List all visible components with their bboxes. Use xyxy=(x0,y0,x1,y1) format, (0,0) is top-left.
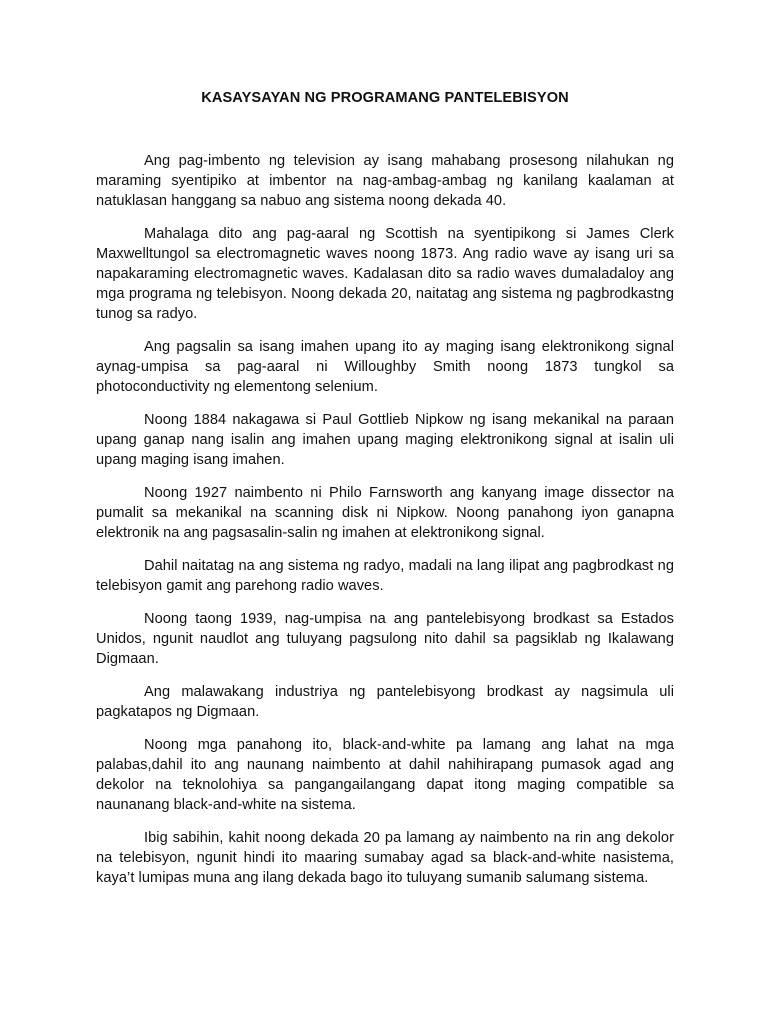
paragraph-4: Noong 1884 nakagawa si Paul Gottlieb Nipkow ng isang mekanikal na paraan upang ganap nang isalin ang imahen upang maging elektronikong signal at isalin uli upang maging isang imahen. xyxy=(96,412,674,468)
paragraph-9: Noong mga panahong ito, black-and-white pa lamang ang lahat na mga palabas,dahil ito ang naunang naimbento at dahil nahihirapang pumasok agad ang dekolor na teknolohiya sa pangangailangang dapat itong maging compatible sa naunanang black-and-white na sistema. xyxy=(96,737,674,813)
document-title: KASAYSAYAN NG PROGRAMANG PANTELEBISYON xyxy=(201,90,569,106)
paragraph-5: Noong 1927 naimbento ni Philo Farnsworth ang kanyang image dissector na pumalit sa mekanikal na scanning disk ni Nipkow. Noong panahong iyon ganapna elektronik na ang pagsasalin-salin ng imahen at elektronikong signal. xyxy=(96,485,674,541)
paragraph-2: Mahalaga dito ang pag-aaral ng Scottish na syentipikong si James Clerk Maxwelltungol sa electromagnetic waves noong 1873. Ang radio wave ay isang uri sa napakaraming electromagnetic waves. Kadalasan dito sa radio waves dumaladaloy ang mga programa ng telebisyon. Noong dekada 20, naitatag ang sistema ng pagbrodkastng tunog sa radyo. xyxy=(96,226,674,322)
paragraph-1: Ang pag-imbento ng television ay isang mahabang prosesong nilahukan ng maraming syentipiko at imbentor na nag-ambag-ambag ng kanilang kaalaman at natuklasan hanggang sa nabuo ang sistema noong dekada 40. xyxy=(96,153,674,209)
document-body xyxy=(96,151,674,901)
paragraph-3: Ang pagsalin sa isang imahen upang ito ay maging isang elektronikong signal aynag-umpisa sa pag-aaral ni Willoughby Smith noong 1873 tungkol sa photoconductivity ng elementong selenium. xyxy=(96,339,674,395)
paragraph-7: Noong taong 1939, nag-umpisa na ang pantelebisyong brodkast sa Estados Unidos, ngunit naudlot ang tuluyang pagsulong nito dahil sa pagsiklab ng Ikalawang Digmaan. xyxy=(96,611,674,667)
paragraph-10: Ibig sabihin, kahit noong dekada 20 pa lamang ay naimbento na rin ang dekolor na telebisyon, ngunit hindi ito maaring sumabay agad sa black-and-white nasistema, kaya’t lumipas muna ang ilang dekada bago ito tuluyang sumanib salumang sistema. xyxy=(96,830,674,886)
paragraph-6: Dahil naitatag na ang sistema ng radyo, madali na lang ilipat ang pagbrodkast ng telebisyon gamit ang parehong radio waves. xyxy=(96,558,674,594)
paragraph-8: Ang malawakang industriya ng pantelebisyong brodkast ay nagsimula uli pagkatapos ng Digmaan. xyxy=(96,684,674,720)
